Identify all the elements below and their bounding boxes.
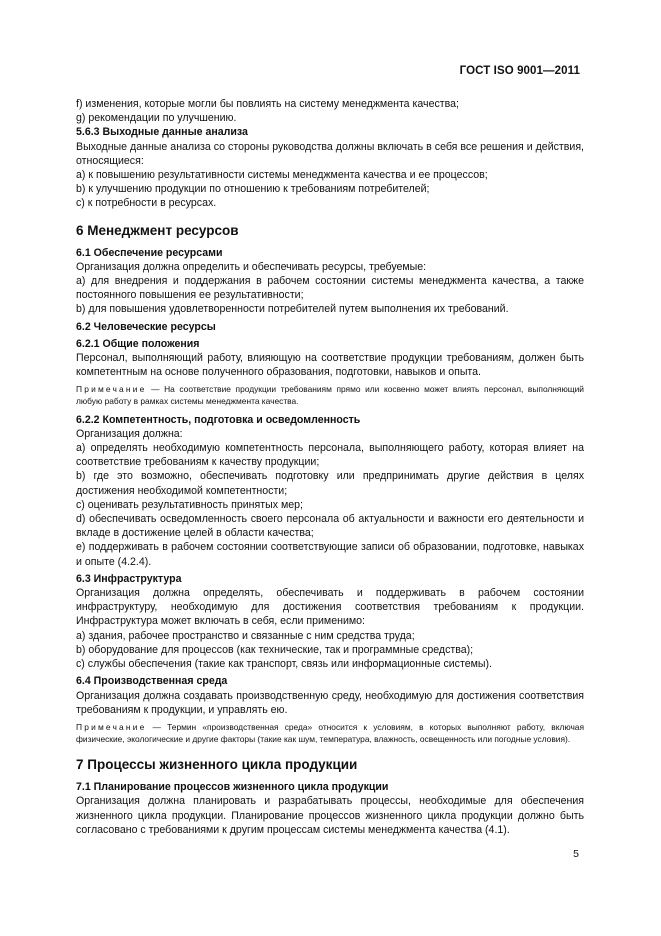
note: [76, 722, 584, 745]
note-label: Примечание: [76, 384, 147, 395]
list-item: b) оборудование для процессов (как технические, так и программные средства);: [76, 643, 474, 656]
list-item: b) где это возможно, обеспечивать подготовку или предпринимать другие действия в целях достижения необходимой компетентности;: [76, 470, 584, 497]
list-item: c) оценивать результативность принятых мер;: [76, 498, 303, 511]
note-text: — На соответствие продукции требованиям прямо или косвенно может влиять персонал, выполняющий любую работу в рамках системы менеджмента качества.: [76, 384, 584, 407]
list-item: f) изменения, которые могли бы повлиять на систему менеджмента качества;: [76, 98, 459, 110]
section-heading-7: 7 Процессы жизненного цикла продукции: [76, 757, 358, 773]
note: [76, 384, 584, 407]
list-item: a) определять необходимую компетентность персонала, выполняющего работу, которая влияет на соответствие требованиям к качеству продукции;: [76, 442, 584, 469]
section-heading-6-3: 6.3 Инфраструктура: [76, 572, 182, 585]
list-item: a) к повышению результативности системы менеджмента качества и ее процессов;: [76, 169, 488, 182]
list-item: c) к потребности в ресурсах.: [76, 197, 217, 210]
list-item: c) службы обеспечения (такие как транспорт, связь или информационные системы).: [76, 658, 492, 671]
paragraph: Персонал, выполняющий работу, влияющую на соответствие продукции требованиям, должен быть компетентным на основе полученного образования, подготовки, навыков и опыта.: [76, 352, 584, 379]
list-item: b) для повышения удовлетворенности потребителей путем выполнения их требований.: [76, 303, 509, 316]
note-text: — Термин «производственная среда» относится к условиям, в которых выполняют работу, включая физические, экологические и другие факторы (такие как шум, температура, влажность, освещенность или погодные условия).: [76, 721, 584, 744]
section-heading-6-4: 6.4 Производственная среда: [76, 675, 228, 688]
section-heading-7-1: 7.1 Планирование процессов жизненного цикла продукции: [76, 781, 389, 794]
section-heading-6-2-2: 6.2.2 Компетентность, подготовка и осведомленность: [76, 413, 361, 426]
paragraph: Организация должна определять, обеспечивать и поддерживать в рабочем состоянии инфраструктуру, необходимую для достижения соответствия требованиям к продукции. Инфраструктура может включать в себя, если применимо:: [76, 587, 584, 628]
list-item: d) обеспечивать осведомленность своего персонала об актуальности и важности его деятельности и вкладе в достижение целей в области качества;: [76, 513, 584, 540]
list-item: e) поддерживать в рабочем состоянии соответствующие записи об образовании, подготовке, навыках и опыте (4.2.4).: [76, 541, 584, 568]
section-heading-6-1: 6.1 Обеспечение ресурсами: [76, 246, 223, 259]
paragraph: Организация должна определить и обеспечивать ресурсы, требуемые:: [76, 260, 427, 273]
document-header: ГОСТ ISO 9001—2011: [459, 65, 580, 77]
section-heading-6: 6 Менеджмент ресурсов: [76, 222, 239, 238]
paragraph: Организация должна создавать производственную среду, необходимую для достижения соответствия требованиям к продукции, и управлять ею.: [76, 689, 584, 716]
list-item: b) к улучшению продукции по отношению к требованиям потребителей;: [76, 183, 430, 196]
page-number: 5: [573, 848, 579, 860]
paragraph: Организация должна планировать и разрабатывать процессы, необходимые для обеспечения жизненного цикла продукции. Планирование процессов жизненного цикла продукции должно быть согласовано с требованиями к другим процессам системы менеджмента качества (4.1).: [76, 795, 584, 836]
list-item: a) для внедрения и поддержания в рабочем состоянии системы менеджмента качества, а также постоянного повышения ее результативности;: [76, 275, 584, 302]
section-heading-5-6-3: 5.6.3 Выходные данные анализа: [76, 126, 248, 139]
section-heading-6-2: 6.2 Человеческие ресурсы: [76, 320, 216, 333]
paragraph: Организация должна:: [76, 427, 183, 440]
list-item: g) рекомендации по улучшению.: [76, 112, 237, 125]
list-item: a) здания, рабочее пространство и связанные с ним средства труда;: [76, 629, 415, 642]
paragraph: Выходные данные анализа со стороны руководства должны включать в себя все решения и действия, относящиеся:: [76, 140, 584, 167]
section-heading-6-2-1: 6.2.1 Общие положения: [76, 337, 200, 350]
note-label: Примечание: [76, 721, 147, 732]
page-content: [76, 97, 584, 837]
